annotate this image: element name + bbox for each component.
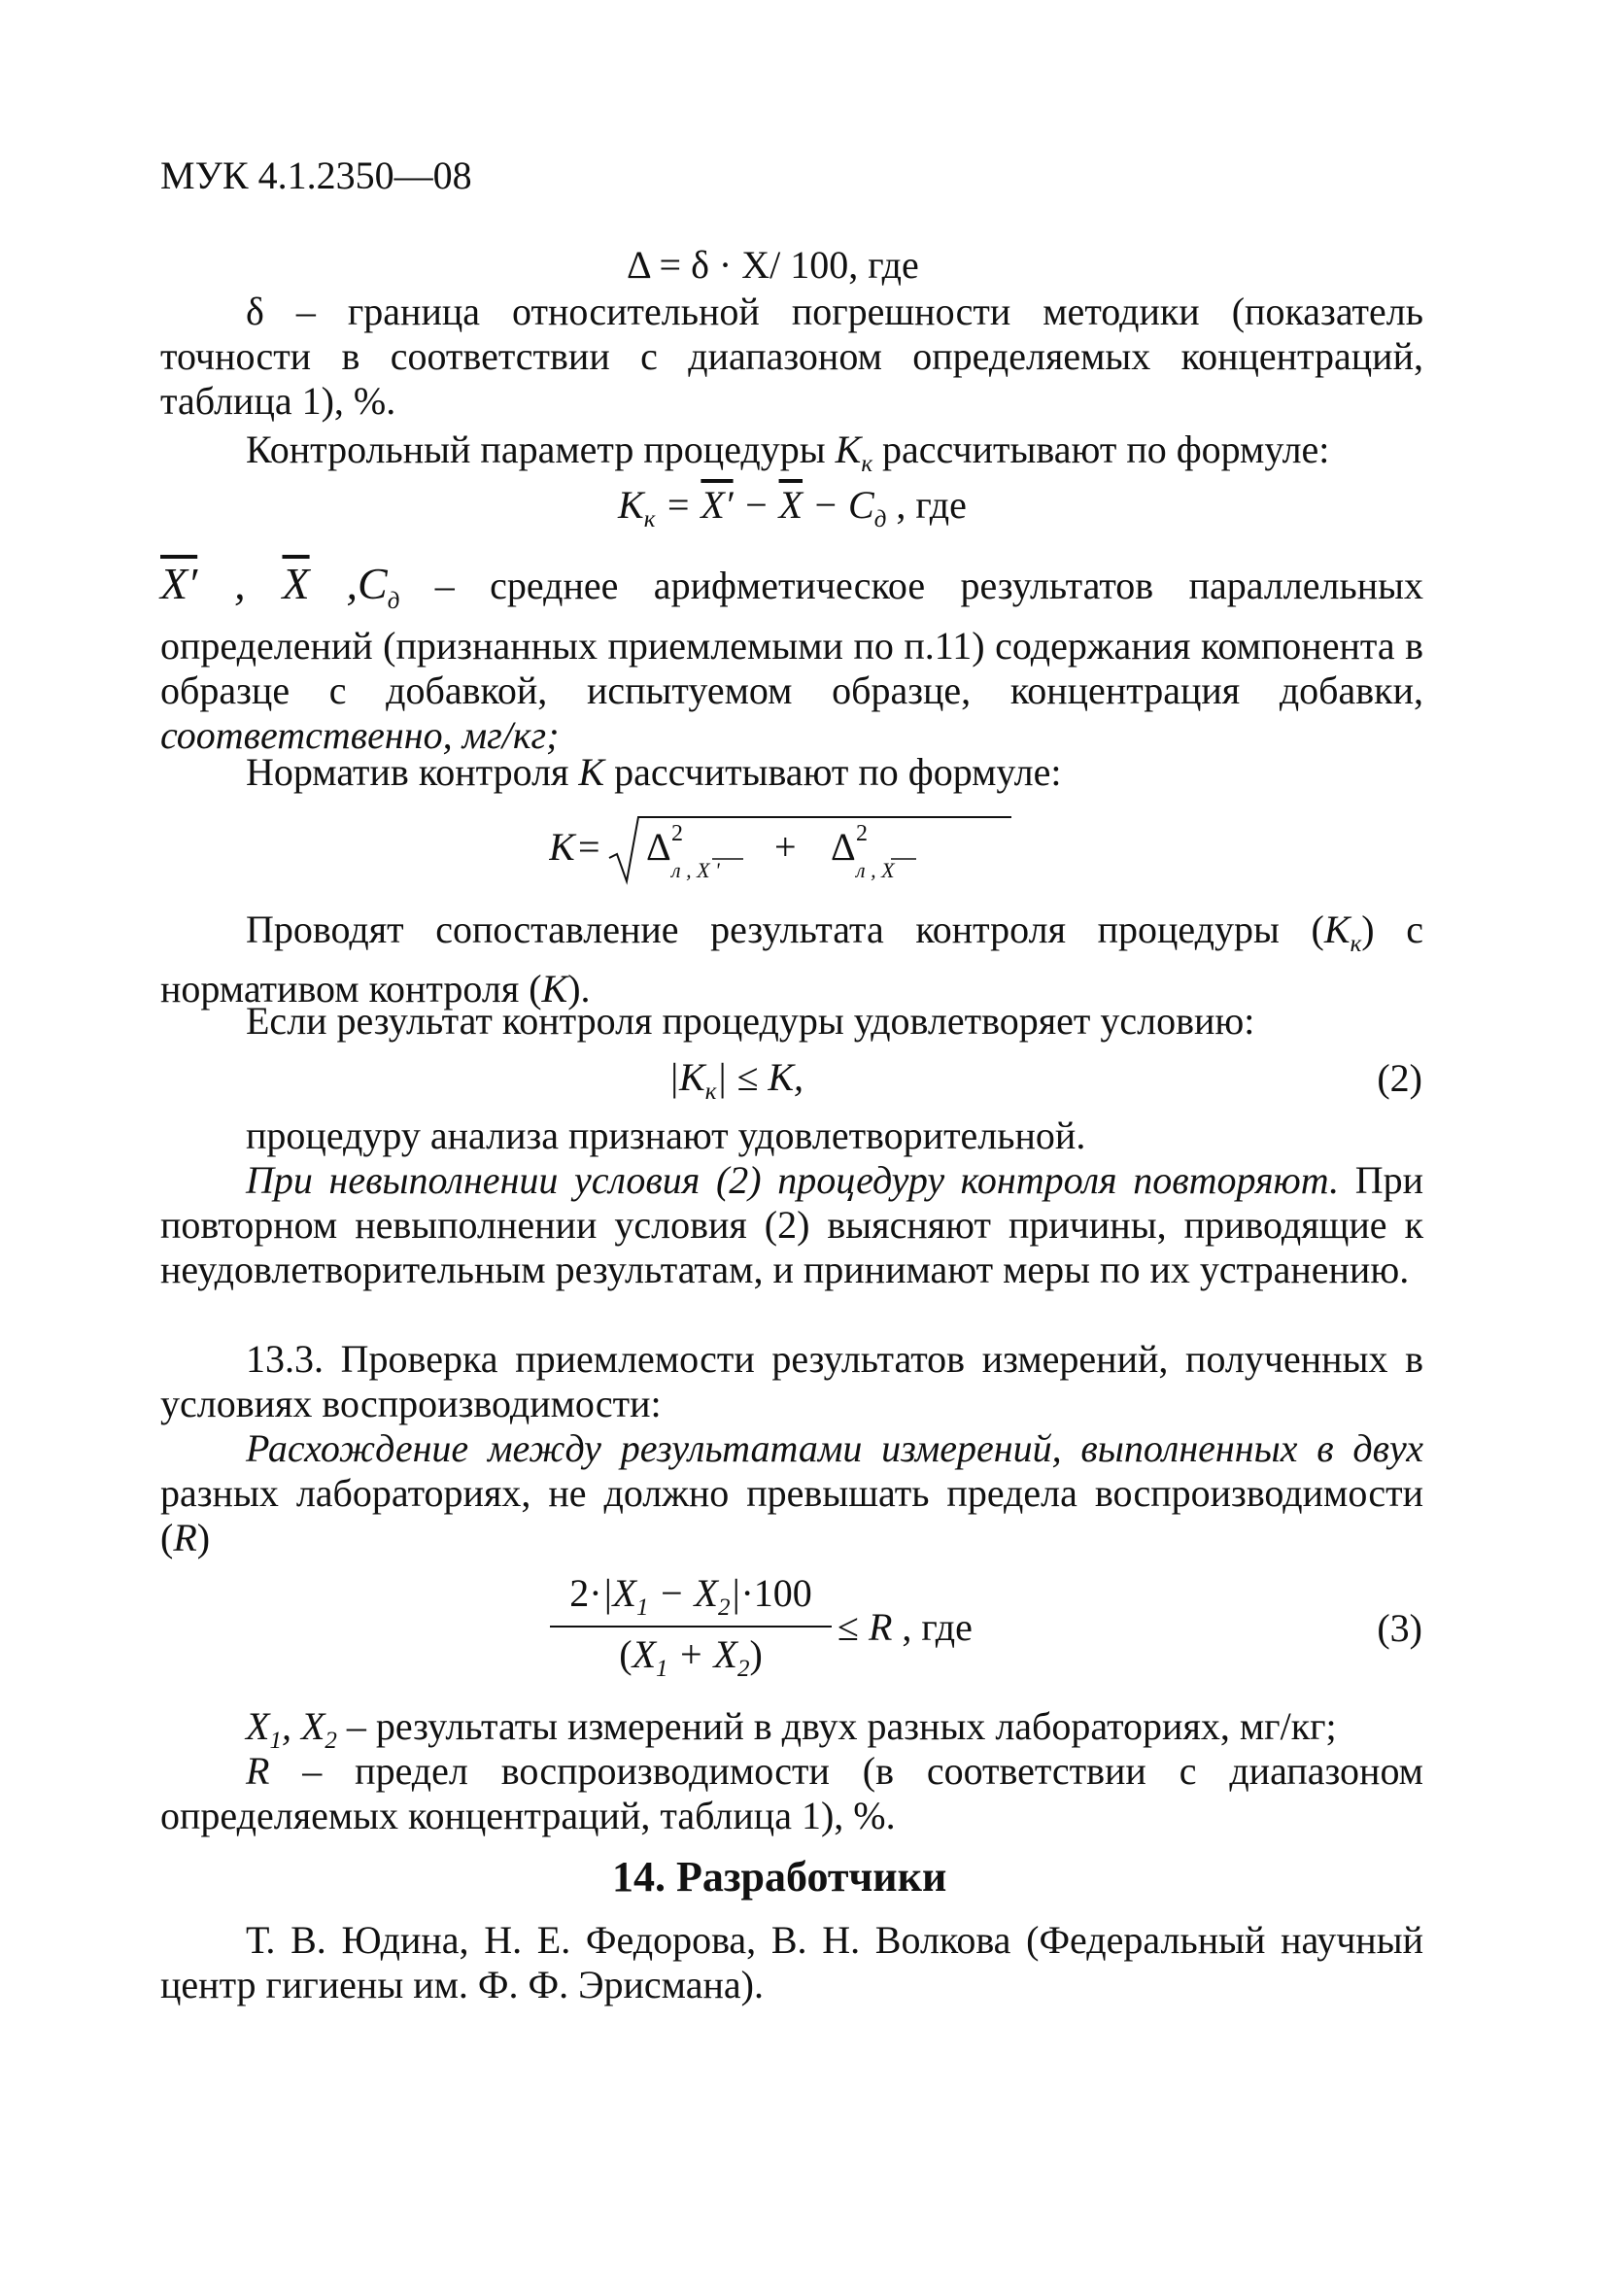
section-14-heading: 14. Разработчики [612,1853,947,1901]
formula-delta: Δ = δ · X/ 100, где [627,243,919,287]
sqrt-formula-graphic [549,811,1015,889]
formula-3-inequality: ≤ R , где [838,1605,973,1649]
svg-text:2: 2 [856,821,868,846]
svg-text:Δ: Δ [646,825,671,869]
paragraph-condition-intro: Если результат контроля процедуры удовлетворяет условию: [246,999,1255,1043]
svg-text:л , X: л , X [856,858,895,882]
formula-3-fraction: $\frac{2\cdot|X_1 - X_2|\cdot 100}{(X_1 + X_2)}$ [550,1570,832,1683]
paragraph-x1x2-definition: $X_1$, $X_2$ – результаты измерений в двух разных лабораториях, мг/кг; [246,1704,1337,1754]
formula-kk: $K_к = X' - \overline{X} - C_д$ , где [618,483,967,532]
doc-code-header: МУК 4.1.2350—08 [160,154,472,197]
paragraph-fail: При невыполнении условия (2) процедуру контроля повторяют. При повторном невыполнении условия (2) выясняют причины, приводящие к неудовлетворительным результатам, и принимают меры по их устранению. [160,1158,1424,1291]
paragraph-xbar-definition: X′ , $\overline{X}$ $,C_д$ – среднее арифметическое результатов параллельных определений (признанных приемлемыми по п.11) содержания компонента в образце с добавкой, испытуемом образце, концентрация добавки, соответственно, мг/кг; [160,559,1423,758]
formula-condition-2: $|K_к| \le K$, [668,1055,804,1105]
formula-k-sqrt [549,811,1015,889]
paragraph-authors: Т. В. Юдина, Н. Е. Федорова, В. Н. Волкова (Федеральный научный центр гигиены им. Ф. Ф. Эрисмана). [160,1918,1423,2006]
svg-text:+: + [774,825,797,869]
svg-text:л , X ': л , X ' [671,858,720,882]
svg-text:Δ: Δ [831,825,856,869]
paragraph-13-3: 13.3. Проверка приемлемости результатов измерений, полученных в условиях воспроизводимости: [160,1337,1423,1425]
paragraph-accept: процедуру анализа признают удовлетворительной. [246,1114,1086,1157]
paragraph-compare: Проводят сопоставление результата контроля процедуры $(K_к)$ с нормативом контроля (K). [160,908,1423,1011]
svg-text:K: K [549,825,575,869]
svg-text:=: = [578,825,600,869]
paragraph-k-intro: Норматив контроля K рассчитывают по формуле: [246,750,1062,794]
paragraph-r-definition: R – предел воспроизводимости (в соответствии с диапазоном определяемых концентраций, таблица 1), %. [160,1749,1423,1837]
equation-number-3: (3) [1377,1606,1422,1650]
paragraph-delta-definition: δ – граница относительной погрешности методики (показатель точности в соответствии с диапазоном определяемых концентраций, таблица 1), %. [160,290,1423,423]
svg-text:2: 2 [671,821,683,846]
paragraph-divergence: Расхождение между результатами измерений, выполненных в двух разных лабораториях, не должно превышать предела воспроизводимости (R) [160,1426,1423,1559]
equation-number-2: (2) [1377,1056,1422,1100]
paragraph-kk-intro: Контрольный параметр процедуры $K_к$ рассчитывают по формуле: [246,428,1330,477]
